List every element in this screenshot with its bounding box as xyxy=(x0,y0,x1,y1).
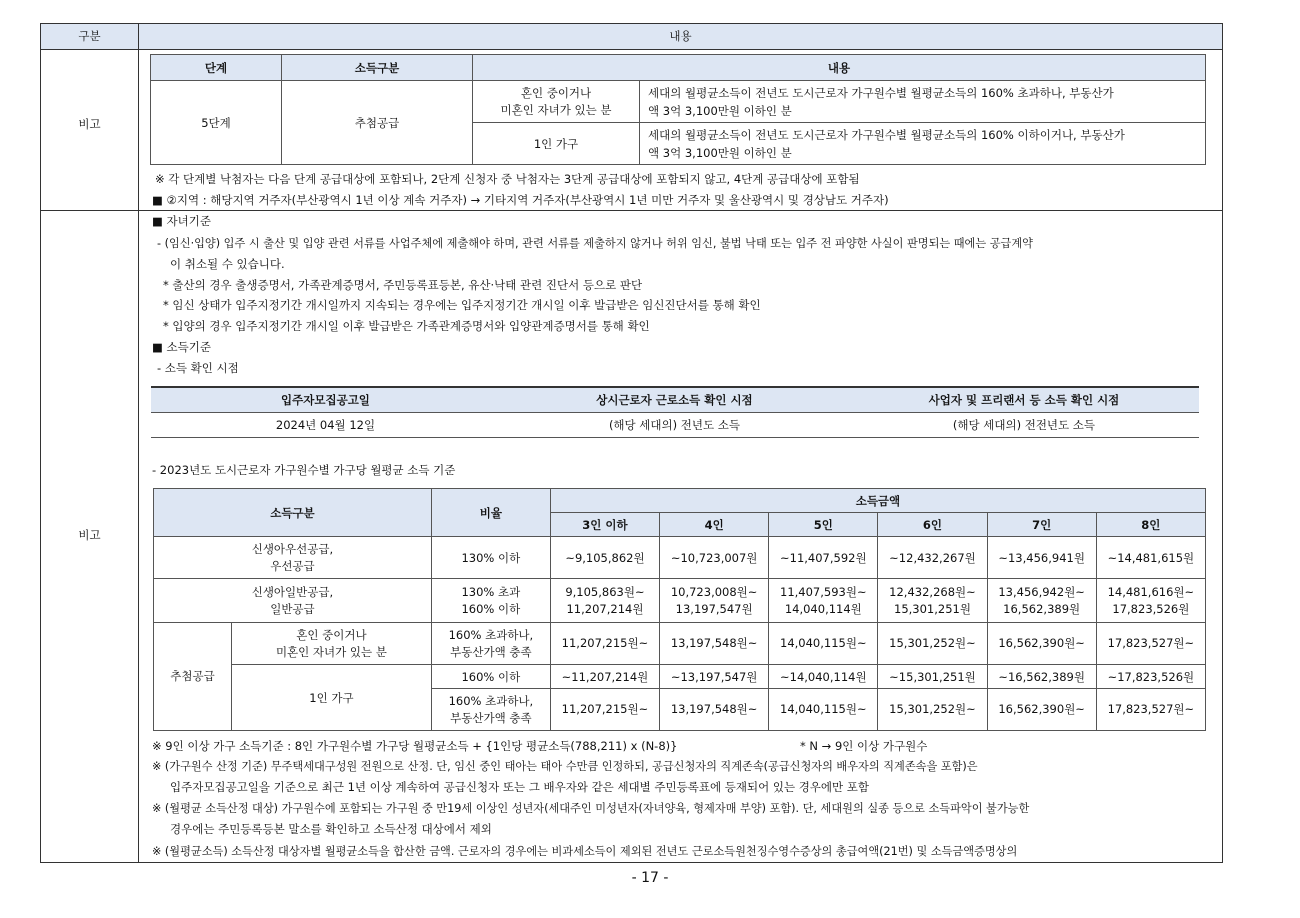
amount-cell: 15,301,252원~ xyxy=(878,689,987,731)
amount-cell: 10,723,008원~ 13,197,547원 xyxy=(660,579,769,623)
ratio-cell: 160% 이하 xyxy=(431,665,550,689)
income-standard-title: - 2023년도 도시근로자 가구원수별 가구당 월평균 소득 기준 xyxy=(152,463,456,477)
lottery-supply-cell: 추첨공급 xyxy=(154,623,232,731)
amount-cell: 13,197,548원~ xyxy=(660,623,769,665)
amount-cell: 11,207,215원~ xyxy=(550,623,659,665)
note-household-count-2: 입주자모집공고일을 기준으로 최근 1년 이상 계속하여 공급신청자 또는 그 배우자와 같은 세대별 주민등록표에 등재되어 있는 경우에만 포함 xyxy=(170,780,870,794)
amount-cell: ~13,197,547원 xyxy=(660,665,769,689)
amount-cell: 9,105,863원~ 11,207,214원 xyxy=(550,579,659,623)
amount-cell: ~15,301,251원 xyxy=(878,665,987,689)
header-content: 내용 xyxy=(669,29,692,43)
child-criteria-line1: - (임신·입양) 입주 시 출산 및 입양 관련 서류를 사업주체에 제출해야 하며, 관련 서류를 제출하지 않거나 허위 임신, 불법 낙태 또는 입주 전 파양한 사실이 판명되는 때에는 공급계약 xyxy=(157,237,1033,250)
single-description: 세대의 월평균소득이 전년도 도시근로자 가구원수별 월평균소득의 160% 이하이거나, 부동산가 액 3억 3,100만원 이하인 분 xyxy=(640,123,1206,165)
amount-cell: 16,562,390원~ xyxy=(987,689,1096,731)
page-number: - 17 - xyxy=(631,870,669,886)
notice-date-header: 입주자모집공고일 xyxy=(151,387,500,412)
income-standard-table xyxy=(153,488,1206,731)
amount-cell: 15,301,252원~ xyxy=(878,623,987,665)
stage-note: ※ 각 단계별 낙첨자는 다음 단계 공급대상에 포함되나, 2단계 신청자 중 낙첨자는 3단계 공급대상에 포함되지 않고, 4단계 공급대상에 포함됨 xyxy=(155,172,860,186)
income-type-header: 소득구분 xyxy=(154,489,432,537)
amount-cell: ~10,723,007원 xyxy=(660,537,769,579)
table-row xyxy=(154,537,1206,579)
child-criteria-title: ■ 자녀기준 xyxy=(152,214,211,228)
note-n-definition: * N → 9인 이상 가구원수 xyxy=(800,739,928,753)
child-criteria-bullet3: * 입양의 경우 입주지정기간 개시일 이후 발급받은 가족관계증명서와 입양관계증명서를 통해 확인 xyxy=(163,319,650,333)
note-income-target-1: ※ (월평균 소득산정 대상) 가구원수에 포함되는 가구원 중 만19세 이상인 성년자(세대주인 미성년자(자녀양육, 형제자매 부양) 포함). 단, 세대원의 실종 등으로 소득파악이 불가능한 xyxy=(152,802,1030,815)
amount-cell: ~17,823,526원 xyxy=(1096,665,1205,689)
income-type-header: 소득구분 xyxy=(282,55,473,81)
table-row xyxy=(154,623,1206,665)
married-label: 혼인 중이거나 미혼인 자녀가 있는 분 xyxy=(473,81,640,123)
row-label-remarks-1: 비고 xyxy=(78,117,101,131)
married-description: 세대의 월평균소득이 전년도 도시근로자 가구원수별 월평균소득의 160% 초과하나, 부동산가 액 3억 3,100만원 이하인 분 xyxy=(640,81,1206,123)
note-income-target-2: 경우에는 주민등록등본 말소를 확인하고 소득산정 대상에서 제외 xyxy=(170,822,492,836)
business-income-value: (해당 세대의) 전전년도 소득 xyxy=(849,412,1199,437)
column-divider xyxy=(138,24,139,862)
amount-cell: 13,456,942원~ 16,562,389원 xyxy=(987,579,1096,623)
income-check-table xyxy=(151,386,1199,438)
header-category: 구분 xyxy=(78,29,101,43)
amount-cell: 14,481,616원~ 17,823,526원 xyxy=(1096,579,1205,623)
persons-header: 3인 이하 xyxy=(550,513,659,537)
amount-cell: 14,040,115원~ xyxy=(769,689,878,731)
ratio-cell: 160% 초과하나, 부동산가액 충족 xyxy=(431,623,550,665)
notice-date-value: 2024년 04월 12일 xyxy=(151,412,500,437)
income-check-subtitle: - 소득 확인 시점 xyxy=(157,361,239,375)
stage-table xyxy=(150,54,1206,165)
amount-cell: 14,040,115원~ xyxy=(769,623,878,665)
general-supply-cell: 신생아일반공급, 일반공급 xyxy=(154,579,432,623)
single-household-cell: 1인 가구 xyxy=(232,665,432,731)
amount-cell: ~12,432,267원 xyxy=(878,537,987,579)
region-note: ■ ②지역 : 해당지역 거주자(부산광역시 1년 이상 계속 거주자) → 기타지역 거주자(부산광역시 1년 미만 거주자 및 울산광역시 및 경상남도 거주자) xyxy=(152,193,889,207)
ratio-cell: 160% 초과하나, 부동산가액 충족 xyxy=(431,689,550,731)
persons-header: 7인 xyxy=(987,513,1096,537)
income-type-cell: 추첨공급 xyxy=(282,81,473,165)
employee-income-header: 상시근로자 근로소득 확인 시점 xyxy=(500,387,849,412)
single-household-label: 1인 가구 xyxy=(473,123,640,165)
persons-header: 8인 xyxy=(1096,513,1205,537)
employee-income-value: (해당 세대의) 전년도 소득 xyxy=(500,412,849,437)
content-header: 내용 xyxy=(473,55,1206,81)
amount-cell: ~13,456,941원 xyxy=(987,537,1096,579)
amount-cell: 12,432,268원~ 15,301,251원 xyxy=(878,579,987,623)
amount-cell: 11,207,215원~ xyxy=(550,689,659,731)
stage-header: 단계 xyxy=(151,55,282,81)
business-income-header: 사업자 및 프리랜서 등 소득 확인 시점 xyxy=(849,387,1199,412)
amount-cell: ~11,407,592원 xyxy=(769,537,878,579)
amount-cell: 17,823,527원~ xyxy=(1096,623,1205,665)
table-row xyxy=(154,665,1206,689)
note-monthly-income: ※ (월평균소득) 소득산정 대상자별 월평균소득을 합산한 금액. 근로자의 경우에는 비과세소득이 제외된 전년도 근로소득원천징수영수증상의 총급여액(21번) 및 소득금액증명상의 xyxy=(152,845,1018,858)
married-cell: 혼인 중이거나 미혼인 자녀가 있는 분 xyxy=(232,623,432,665)
header-row xyxy=(41,24,1222,50)
amount-cell: ~14,040,114원 xyxy=(769,665,878,689)
amount-cell: 17,823,527원~ xyxy=(1096,689,1205,731)
amount-cell: ~11,207,214원 xyxy=(550,665,659,689)
child-criteria-line2: 이 취소될 수 있습니다. xyxy=(170,257,285,271)
note-household-count-1: ※ (가구원수 산정 기준) 무주택세대구성원 전원으로 산정. 단, 임신 중인 태아는 태아 수만큼 인정하되, 공급신청자의 직계존속(공급신청자의 배우자의 직계존속을 포함)은 xyxy=(152,760,978,773)
row-separator xyxy=(41,210,1222,211)
child-criteria-bullet1: * 출산의 경우 출생증명서, 가족관계증명서, 주민등록표등본, 유산·낙태 관련 진단서 등으로 판단 xyxy=(163,278,643,292)
persons-header: 4인 xyxy=(660,513,769,537)
table-row xyxy=(154,579,1206,623)
amount-header: 소득금액 xyxy=(550,489,1205,513)
persons-header: 5인 xyxy=(769,513,878,537)
row-label-remarks-2: 비고 xyxy=(78,528,101,542)
amount-cell: ~14,481,615원 xyxy=(1096,537,1205,579)
ratio-cell: 130% 초과 160% 이하 xyxy=(431,579,550,623)
amount-cell: ~9,105,862원 xyxy=(550,537,659,579)
ratio-cell: 130% 이하 xyxy=(431,537,550,579)
persons-header: 6인 xyxy=(878,513,987,537)
amount-cell: 11,407,593원~ 14,040,114원 xyxy=(769,579,878,623)
stage-cell: 5단계 xyxy=(151,81,282,165)
income-criteria-title: ■ 소득기준 xyxy=(152,340,211,354)
amount-cell: ~16,562,389원 xyxy=(987,665,1096,689)
amount-cell: 16,562,390원~ xyxy=(987,623,1096,665)
priority-supply-cell: 신생아우선공급, 우선공급 xyxy=(154,537,432,579)
amount-cell: 13,197,548원~ xyxy=(660,689,769,731)
ratio-header: 비율 xyxy=(431,489,550,537)
note-nine-person: ※ 9인 이상 가구 소득기준 : 8인 가구원수별 가구당 월평균소득 + {1인당 평균소득(788,211) x (N-8)} xyxy=(152,739,678,753)
child-criteria-bullet2: * 임신 상태가 입주지정기간 개시일까지 지속되는 경우에는 입주지정기간 개시일 이후 발급받은 임신진단서를 통해 확인 xyxy=(163,298,761,312)
